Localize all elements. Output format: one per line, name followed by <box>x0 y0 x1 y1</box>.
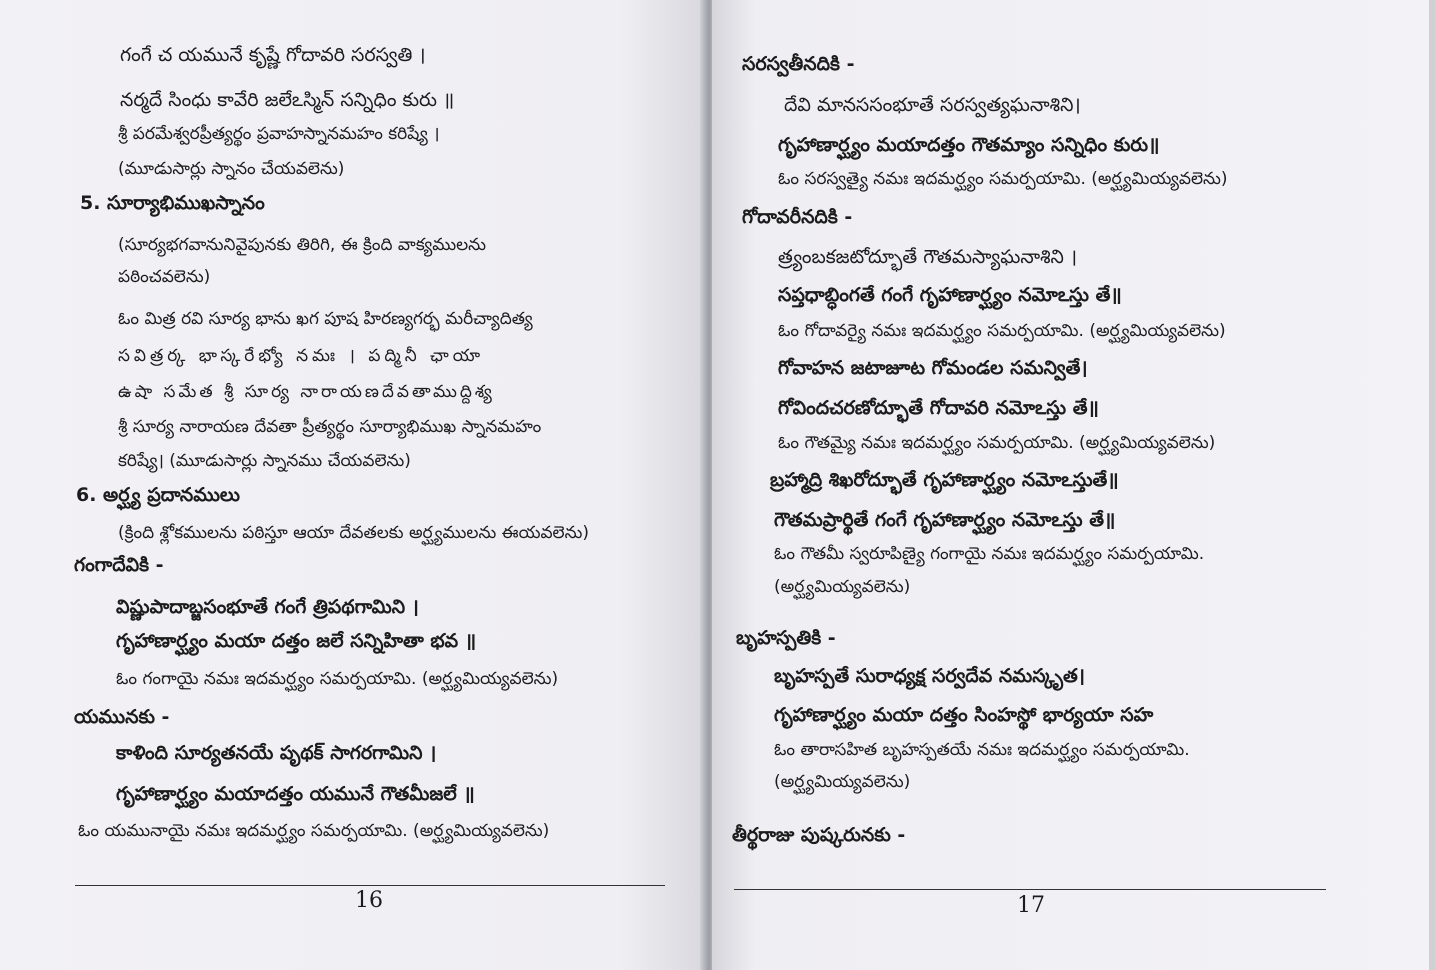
mantra-line: శ్రీ సూర్య నారాయణ దేవతా ప్రీత్యర్థం సూర్యాభిముఖ స్నానమహం <box>118 417 542 437</box>
section-heading: 5. సూర్యాభిముఖస్నానం <box>80 192 265 214</box>
section-heading: 6. అర్ఘ్య ప్రదానములు <box>76 484 240 506</box>
verse-line: గంగే చ యమునే కృష్ణే గోదావరి సరస్వతి । <box>120 44 426 66</box>
mantra-line: ఓం మిత్ర రవి సూర్య భాను ఖగ పూష హిరణ్యగర్భ మరీచ్యాదిత్య <box>118 309 533 329</box>
page-number: 16 <box>355 888 383 913</box>
verse-line: సప్తధాబ్ధింగతే గంగే గృహాణార్ఘ్యం నమోఽస్తు తే॥ <box>778 284 1122 306</box>
mantra-line: ఓం గౌతమ్యై నమః ఇదమర్ఘ్యం సమర్పయామి. (అర్ఘ్యమియ్యవలెను) <box>778 433 1216 453</box>
mantra-line: ఓం యమునాయై నమః ఇదమర్ఘ్యం సమర్పయామి. (అర్ఘ్యమియ్యవలెను) <box>78 821 550 841</box>
page-edge <box>1429 0 1435 970</box>
verse-line: గృహాణార్ఘ్యం మయాదత్తం యమునే గౌతమీజలే ॥ <box>116 783 475 805</box>
mantra-line: ఓం తారాసహిత బృహస్పతయే నమః ఇదమర్ఘ్యం సమర్పయామి. <box>774 740 1190 760</box>
verse-line: గృహాణార్ఘ్యం మయా దత్తం జలే సన్నిహితా భవ ॥ <box>116 630 477 652</box>
verse-line: దేవి మానససంభూతే సరస్వత్యఘనాశిని। <box>784 94 1081 116</box>
verse-line: బ్రహ్మాద్రి శిఖరోద్భూతే గృహాణార్ఘ్యం నమోఽస్తుతే॥ <box>770 469 1119 491</box>
subheading: గంగాదేవికి - <box>74 554 164 576</box>
verse-line: నర్మదే సింధు కావేరి జలేఽస్మిన్ సన్నిధిం కురు ॥ <box>120 89 455 111</box>
instruction-text: (మూడుసార్లు స్నానం చేయవలెను) <box>118 159 345 179</box>
instruction-text: (సూర్యభగవానునివైపునకు తిరిగి, ఈ క్రింది వాక్యములను <box>118 235 486 255</box>
instruction-text: పఠించవలెను) <box>118 267 211 287</box>
verse-line: బృహస్పతే సురాధ్యక్ష సర్వదేవ నమస్కృత। <box>774 665 1085 687</box>
verse-line: శ్రీ పరమేశ్వరప్రీత్యర్థం ప్రవాహస్నానమహం కరిష్యే । <box>118 124 440 144</box>
footer-rule <box>734 889 1326 890</box>
right-page <box>712 0 1435 970</box>
mantra-line: ఓం గంగాయై నమః ఇదమర్ఘ్యం సమర్పయామి. (అర్ఘ్యమియ్యవలెను) <box>116 669 559 689</box>
verse-line: విష్ణుపాదాబ్జసంభూతే గంగే త్రిపథగామిని । <box>116 596 419 618</box>
left-page <box>0 0 706 970</box>
subheading: బృహస్పతికి - <box>736 627 836 649</box>
page-number: 17 <box>1017 893 1045 918</box>
subheading: సరస్వతీనదికి - <box>742 53 855 75</box>
verse-line: గోవిందచరణోద్భూతే గోదావరి నమోఽస్తు తే॥ <box>778 397 1099 419</box>
subheading: యమునకు - <box>74 706 170 728</box>
mantra-line: ఓం సరస్వత్యై నమః ఇదమర్ఘ్యం సమర్పయామి. (అర్ఘ్యమియ్యవలెను) <box>778 169 1228 189</box>
verse-line: గృహాణార్ఘ్యం మయా దత్తం సింహస్థో భార్యయా సహ <box>774 704 1154 726</box>
instruction-text: (క్రింది శ్లోకములను పఠిస్తూ ఆయా దేవతలకు అర్ఘ్యములను ఈయవలెను) <box>118 523 590 543</box>
instruction-text: (అర్ఘ్యమియ్యవలెను) <box>774 577 911 597</box>
mantra-line: ఓం గోదావర్యై నమః ఇదమర్ఘ్యం సమర్పయామి. (అర్ఘ్యమియ్యవలెను) <box>778 321 1226 341</box>
verse-line: గౌతమప్రార్థితే గంగే గృహాణార్ఘ్యం నమోఽస్తు తే॥ <box>774 509 1116 531</box>
mantra-line: సవిత్రర్క భాస్కరేభ్యో నమః । పద్మినీ ఛాయా <box>118 346 485 366</box>
footer-rule <box>75 885 665 886</box>
mantra-line: ఓం గౌతమీ స్వరూపిణ్యై గంగాయై నమః ఇదమర్ఘ్యం సమర్పయామి. <box>774 544 1205 564</box>
verse-line: గోవాహన జటాజూట గోమండల సమన్వితే। <box>778 357 1088 379</box>
verse-line: గృహాణార్ఘ్యం మయాదత్తం గౌతమ్యాం సన్నిధిం కురు॥ <box>778 134 1160 156</box>
instruction-text: (అర్ఘ్యమియ్యవలెను) <box>774 772 911 792</box>
mantra-line: కరిష్యే। (మూడుసార్లు స్నానము చేయవలెను) <box>118 451 411 471</box>
verse-line: త్ర్యంబకజటోద్భూతే గౌతమస్యాఘనాశిని । <box>778 246 1078 268</box>
verse-line: కాళింది సూర్యతనయే పృథక్ సాగరగామిని । <box>116 742 437 764</box>
mantra-line: ఉషా సమేత శ్రీ సూర్య నారాయణదేవతాముద్దిశ్య <box>118 382 495 402</box>
subheading: తీర్థరాజు పుష్కరునకు - <box>732 824 906 846</box>
subheading: గోదావరీనదికి - <box>742 206 853 228</box>
